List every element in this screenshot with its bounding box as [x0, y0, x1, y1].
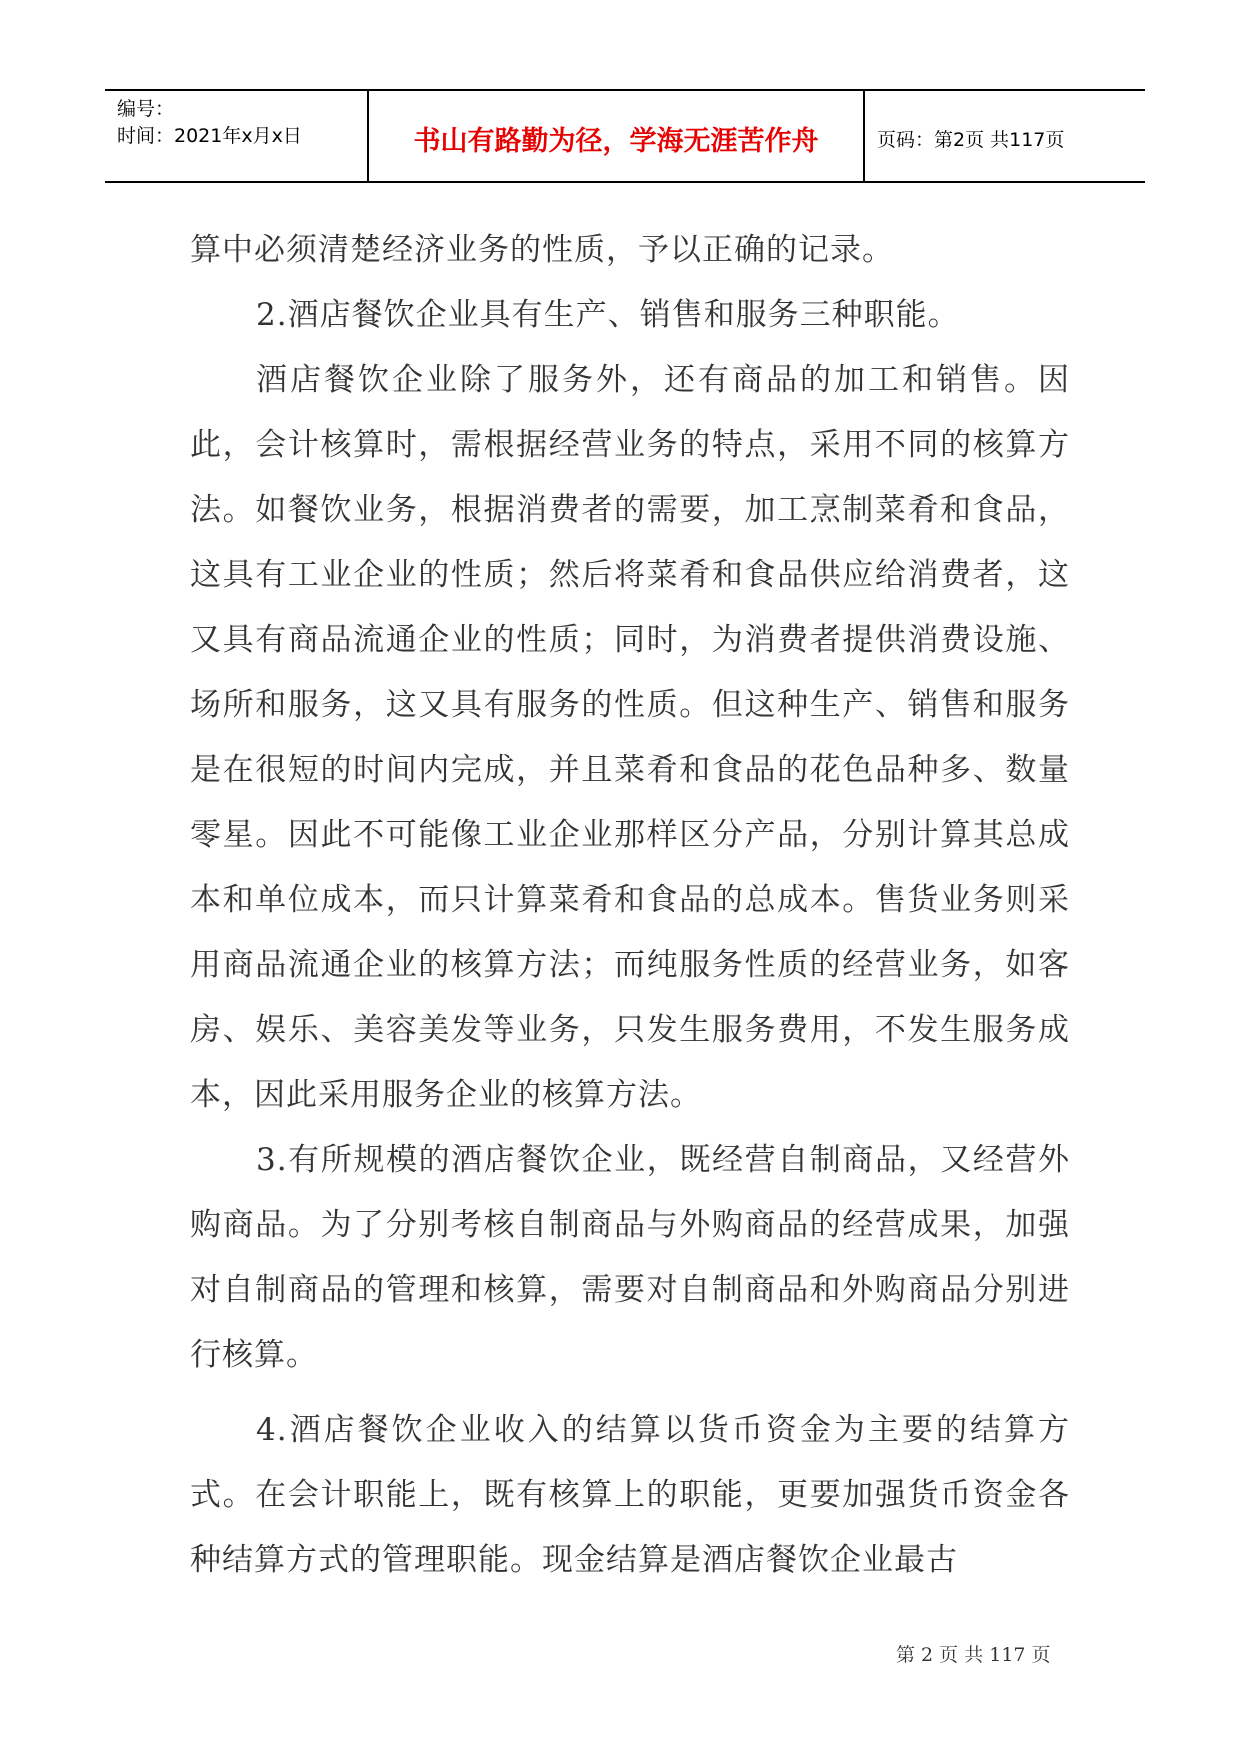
page-number-label: 页码：第2页 共117页	[877, 129, 1065, 151]
paragraph-point-3: 3.有所规模的酒店餐饮企业，既经营自制商品，又经营外购商品。为了分别考核自制商品与外购商品的经营成果，加强对自制商品的管理和核算，需要对自制商品和外购商品分别进行核算。	[190, 1142, 1070, 1373]
header-info-cell	[105, 91, 369, 181]
paragraph-point-2: 2.酒店餐饮企业具有生产、销售和服务三种职能。	[256, 297, 960, 333]
paragraph-continuation: 算中必须清楚经济业务的性质，予以正确的记录。	[190, 232, 894, 268]
page-footer: 第 2 页 共 117 页	[896, 1644, 1051, 1666]
number-label: 编号：	[117, 98, 175, 120]
document-body	[190, 218, 1070, 1593]
header-page-cell	[865, 91, 1145, 181]
paragraph-point-4: 4.酒店餐饮企业收入的结算以货币资金为主要的结算方式。在会计职能上，既有核算上的职能，更要加强货币资金各种结算方式的管理职能。现金结算是酒店餐饮企业最古	[190, 1412, 1070, 1578]
time-label: 时间：2021年x月x日	[117, 125, 302, 147]
paragraph-point-2-detail: 酒店餐饮企业除了服务外，还有商品的加工和销售。因此，会计核算时，需根据经营业务的特点，采用不同的核算方法。如餐饮业务，根据消费者的需要，加工烹制菜肴和食品，这具有工业企业的性质；然后将菜肴和食品供应给消费者，这又具有商品流通企业的性质；同时，为消费者提供消费设施、场所和服务，这又具有服务的性质。但这种生产、销售和服务是在很短的时间内完成，并且菜肴和食品的花色品种多、数量零星。因此不可能像工业企业那样区分产品，分别计算其总成本和单位成本，而只计算菜肴和食品的总成本。售货业务则采用商品流通企业的核算方法；而纯服务性质的经营业务，如客房、娱乐、美容美发等业务，只发生服务费用，不发生服务成本，因此采用服务企业的核算方法。	[190, 362, 1070, 1113]
header-motto-cell	[369, 91, 865, 181]
page-header	[105, 89, 1145, 183]
motto-text: 书山有路勤为径，学海无涯苦作舟	[413, 126, 819, 157]
